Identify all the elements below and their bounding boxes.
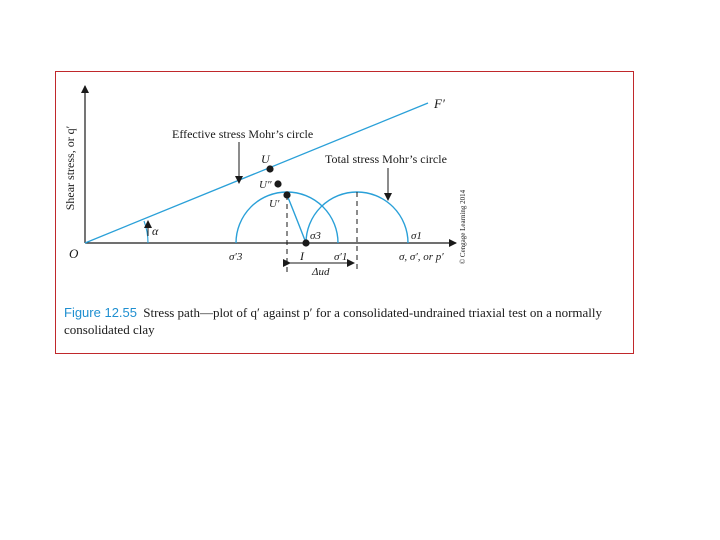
sigma1-eff-label: σ′1 bbox=[334, 251, 348, 263]
sigma3-eff-label: σ′3 bbox=[229, 251, 243, 263]
point-i-marker bbox=[302, 239, 309, 246]
sigma3-total-label: σ3 bbox=[310, 230, 321, 242]
failure-envelope-line bbox=[85, 103, 428, 243]
origin-label: O bbox=[69, 246, 79, 261]
stress-path-diagram bbox=[56, 72, 633, 302]
figure-frame bbox=[55, 71, 634, 354]
point-i-label: I bbox=[300, 249, 304, 263]
angle-alpha-arc bbox=[144, 221, 148, 243]
point-u-double-marker bbox=[274, 180, 281, 187]
angle-alpha-label: α bbox=[152, 224, 159, 238]
delta-u-label: Δud bbox=[312, 266, 330, 278]
point-u-marker bbox=[266, 165, 273, 172]
copyright-notice: © Cengage Learning 2014 bbox=[459, 189, 467, 265]
x-axis-label: σ, σ′, or p′ bbox=[399, 251, 444, 263]
sigma1-total-label: σ1 bbox=[411, 230, 422, 242]
point-u-label: U bbox=[261, 152, 270, 166]
total-mohr-circle bbox=[306, 192, 408, 243]
figure-caption bbox=[64, 304, 630, 338]
stress-path-curve bbox=[287, 195, 306, 243]
point-u-prime-marker bbox=[283, 191, 290, 198]
failure-line-label: F′ bbox=[434, 96, 445, 111]
point-u-prime-label: U′ bbox=[269, 198, 280, 210]
effective-circle-label: Effective stress Mohr’s circle bbox=[172, 127, 314, 141]
point-u-double-label: U″ bbox=[259, 179, 272, 191]
y-axis-label: Shear stress, or q′ bbox=[63, 125, 77, 211]
figure-number-label: Figure 12.55 bbox=[64, 305, 137, 320]
caption-text: Stress path—plot of q′ against p′ for a consolidated-undrained triaxial test on a normally consolidated clay bbox=[64, 305, 603, 337]
total-circle-label: Total stress Mohr’s circle bbox=[325, 152, 447, 166]
